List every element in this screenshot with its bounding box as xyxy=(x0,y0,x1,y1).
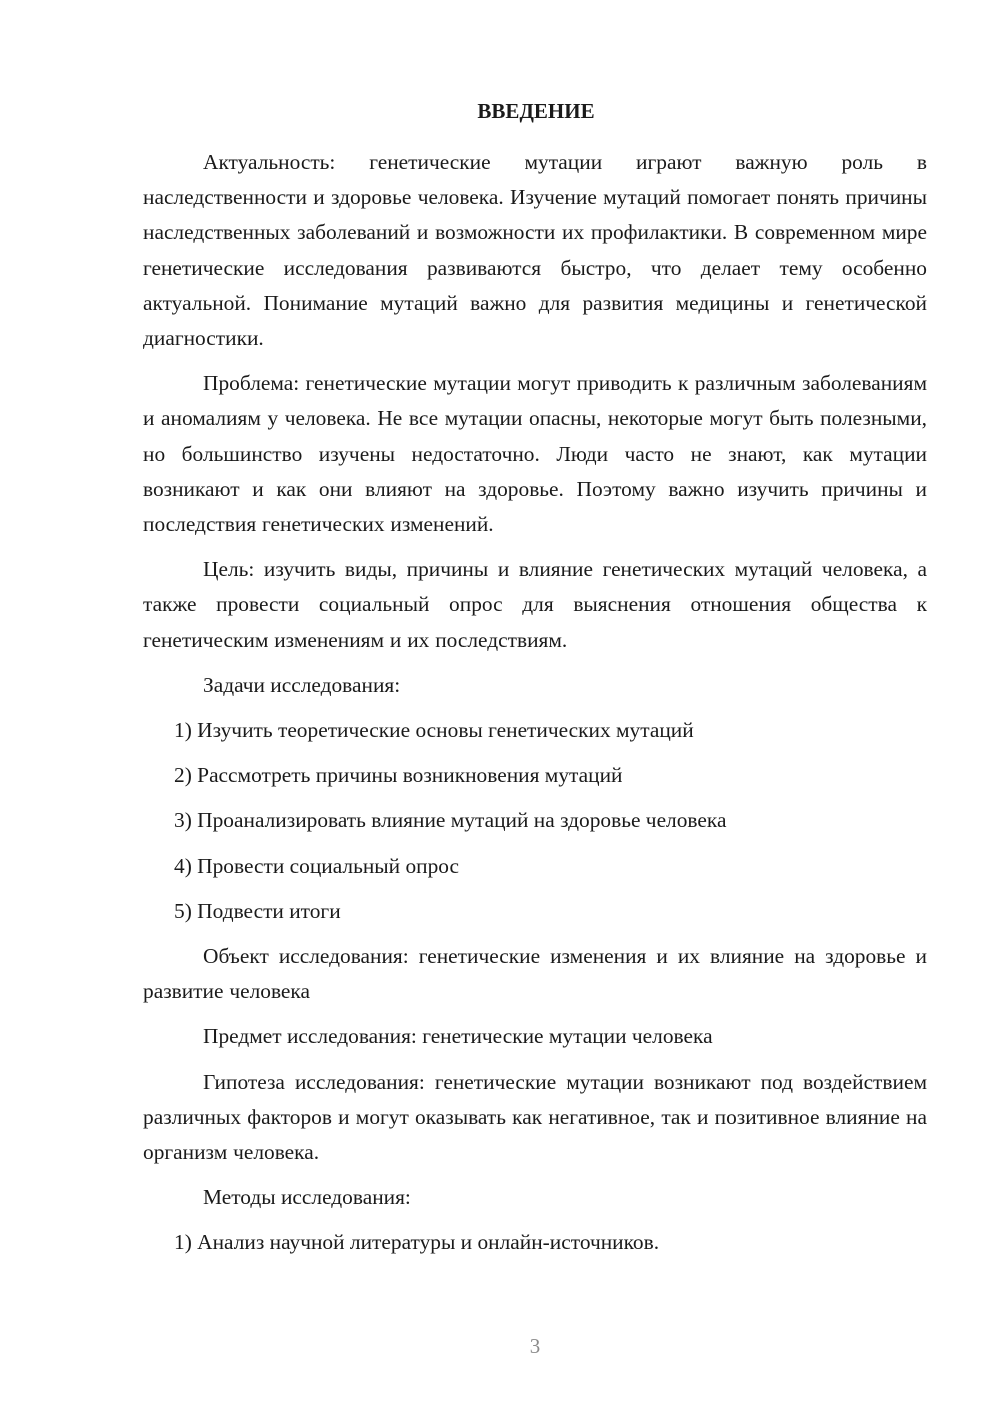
list-item: 5) Подвести итоги xyxy=(174,898,341,923)
hypothesis-paragraph: Гипотеза исследования: генетические мутации возникают под воздействием различных факторов и могут оказывать как негативное, так и позитивное влияние на организм человека. xyxy=(143,1069,927,1165)
methods-list xyxy=(143,1225,927,1260)
list-item: 2) Рассмотреть причины возникновения мутаций xyxy=(174,763,623,788)
problem-paragraph: Проблема: генетические мутации могут приводить к различным заболеваниям и аномалиям у человека. Не все мутации опасны, некоторые могут быть полезными, но большинство изучены недостаточно. Люди часто не знают, как мутации возникают и как они влияют на здоровье. Поэтому важно изучить причины и последствия генетических изменений. xyxy=(143,371,927,537)
page-number: 3 xyxy=(529,1334,541,1358)
goal-paragraph: Цель: изучить виды, причины и влияние генетических мутаций человека, а также провести социальный опрос для выяснения отношения общества к генетическим изменениям и их последствиям. xyxy=(143,557,927,652)
object-paragraph: Объект исследования: генетические изменения и их влияние на здоровье и развитие человека xyxy=(143,944,927,1004)
list-item: 4) Провести социальный опрос xyxy=(174,853,460,878)
subject-paragraph: Предмет исследования: генетические мутации человека xyxy=(203,1024,713,1049)
tasks-heading: Задачи исследования: xyxy=(203,672,401,697)
list-item: 3) Проанализировать влияние мутаций на здоровье человека xyxy=(174,808,727,833)
relevance-paragraph: Актуальность: генетические мутации играют важную роль в наследственности и здоровье человека. Изучение мутаций помогает понять причины наследственных заболеваний и возможности их профилактики. В современном мире генетические исследования развиваются быстро, что делает тему особенно актуальной. Понимание мутаций важно для развития медицины и генетической диагностики. xyxy=(143,150,927,351)
list-item: 1) Изучить теоретические основы генетических мутаций xyxy=(174,718,694,743)
document-page xyxy=(143,97,927,1271)
tasks-list xyxy=(143,713,927,929)
list-item: 1) Анализ научной литературы и онлайн-источников. xyxy=(174,1230,660,1255)
methods-heading: Методы исследования: xyxy=(203,1185,411,1210)
page-title: ВВЕДЕНИЕ xyxy=(477,99,595,123)
